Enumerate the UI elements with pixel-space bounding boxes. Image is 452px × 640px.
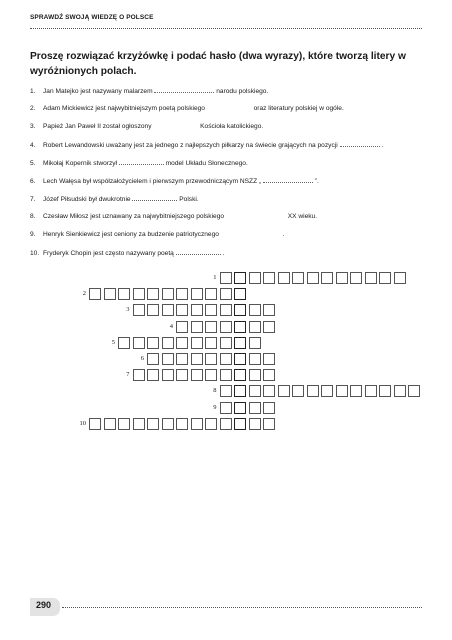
crossword-cell[interactable] [263,385,275,397]
crossword-cell[interactable] [133,288,145,300]
crossword-cell[interactable] [133,304,145,316]
crossword-cell[interactable] [350,385,362,397]
crossword-cell[interactable] [249,304,261,316]
crossword-cell[interactable] [292,385,304,397]
crossword-cell[interactable] [408,385,420,397]
crossword-cell[interactable] [176,304,188,316]
crossword-cell[interactable] [162,288,174,300]
crossword-cell[interactable] [321,272,333,284]
crossword-cell[interactable] [147,418,159,430]
crossword-cell[interactable] [176,288,188,300]
question-text-end: . [379,142,384,149]
footer-divider [62,607,422,608]
question-number: 5. [30,160,36,167]
crossword-row-number: 8 [213,387,217,395]
crossword-cell[interactable] [147,337,159,349]
question-number: 8. [30,213,36,220]
crossword-cell[interactable] [220,353,232,365]
crossword-cell[interactable] [176,369,188,381]
question-text: Lech Wałęsa był współzałożycielem i pierwszym przewodniczącym NSZZ „ [43,178,263,185]
crossword-cell[interactable] [191,337,203,349]
crossword-cell[interactable] [176,321,188,333]
crossword-cell[interactable] [89,418,101,430]
crossword-cell[interactable] [220,272,232,284]
crossword-cell[interactable] [205,353,217,365]
crossword-cell[interactable] [162,304,174,316]
crossword-highlighted-cell[interactable] [234,288,246,300]
crossword-row-number: 3 [126,306,130,314]
crossword-cell[interactable] [220,288,232,300]
crossword-row-number: 4 [169,322,173,330]
crossword-cell[interactable] [249,418,261,430]
task-instruction: Proszę rozwiązać krzyżówkę i podać hasło (dwa wyrazy), które tworzą litery w wyróżnionych polach. [30,51,406,77]
crossword-cell[interactable] [263,369,275,381]
crossword-cell[interactable] [147,288,159,300]
question-text: Jan Matejko jest nazywany malarzem [43,88,155,95]
crossword-cell[interactable] [249,321,261,333]
crossword-row-number: 10 [79,419,86,427]
crossword-cell[interactable] [191,304,203,316]
question-text: Mikołaj Kopernik stworzył [43,160,119,167]
crossword-cell[interactable] [133,337,145,349]
crossword-cell[interactable] [336,385,348,397]
crossword-cell[interactable] [263,402,275,414]
crossword-cell[interactable] [133,369,145,381]
crossword-cell[interactable] [249,385,261,397]
question-text: Czesław Miłosz jest uznawany za najwybitniejszego polskiego [43,213,226,220]
crossword-cell[interactable] [118,418,130,430]
crossword-cell[interactable] [176,418,188,430]
crossword-cell[interactable] [220,304,232,316]
crossword-cell[interactable] [205,337,217,349]
question-text: Robert Lewandowski uważany jest za jednego z najlepszych piłkarzy na świecie grających na pozycji [43,142,340,149]
crossword-row-number: 9 [213,403,217,411]
crossword-highlighted-cell[interactable] [234,353,246,365]
question-text-end: narodu polskiego. [214,88,269,95]
crossword-cell[interactable] [263,353,275,365]
question-number: 7. [30,196,36,203]
crossword-cell[interactable] [191,418,203,430]
crossword-cell[interactable] [104,418,116,430]
crossword-cell[interactable] [220,337,232,349]
section-header: SPRAWDŹ SWOJĄ WIEDZĘ O POLSCE [30,14,154,21]
crossword-cell[interactable] [249,402,261,414]
crossword-cell[interactable] [249,337,261,349]
crossword-cell[interactable] [162,353,174,365]
crossword-cell[interactable] [249,272,261,284]
crossword-highlighted-cell[interactable] [234,385,246,397]
crossword-row-number: 6 [140,355,144,362]
crossword-highlighted-cell[interactable] [234,418,246,430]
crossword-highlighted-cell[interactable] [234,321,246,333]
crossword-cell[interactable] [220,402,232,414]
crossword-cell[interactable] [191,321,203,333]
question-text-end: oraz literatury polskiej w ogóle. [251,105,344,112]
crossword-cell[interactable] [307,385,319,397]
question-number: 10. [30,250,40,257]
crossword-cell[interactable] [205,288,217,300]
crossword-cell[interactable] [205,418,217,430]
crossword-cell[interactable] [394,385,406,397]
question-number: 2. [30,105,36,112]
crossword-cell[interactable] [249,353,261,365]
crossword-cell[interactable] [147,369,159,381]
crossword-row-number: 2 [82,290,86,298]
crossword-cell[interactable] [162,418,174,430]
crossword-cell[interactable] [336,272,348,284]
question-text: Adam Mickiewicz jest najwybitniejszym poetą polskiego [43,105,207,112]
crossword-cell[interactable] [133,418,145,430]
crossword-cell[interactable] [220,369,232,381]
crossword-cell[interactable] [278,272,290,284]
crossword-row-number: 1 [213,274,217,281]
question-text-end: model Układu Słonecznego. [163,160,248,167]
crossword-highlighted-cell[interactable] [234,272,246,284]
question-text: Józef Piłsudski był dwukrotnie [43,196,133,203]
crossword-cell[interactable] [321,385,333,397]
page-number: 290 [36,600,52,610]
crossword-cell[interactable] [118,288,130,300]
crossword-cell[interactable] [292,272,304,284]
question-number: 6. [30,178,36,185]
crossword-cell[interactable] [176,337,188,349]
crossword-cell[interactable] [205,321,217,333]
crossword-cell[interactable] [263,304,275,316]
crossword-cell[interactable] [176,353,188,365]
crossword-cell[interactable] [104,288,116,300]
crossword-cell[interactable] [278,385,290,397]
crossword-cell[interactable] [205,304,217,316]
crossword-row-number: 7 [126,371,130,379]
question-text-end: Polski. [177,196,199,203]
crossword-cell[interactable] [379,385,391,397]
crossword-cell[interactable] [263,272,275,284]
crossword-highlighted-cell[interactable] [234,402,246,414]
crossword-cell[interactable] [220,385,232,397]
crossword-cell[interactable] [147,304,159,316]
question-text: Papież Jan Paweł II został ogłoszony [43,123,154,130]
crossword-cell[interactable] [220,418,232,430]
crossword-cell[interactable] [263,321,275,333]
crossword-cell[interactable] [205,369,217,381]
question-number: 4. [30,142,36,149]
crossword-cell[interactable] [191,353,203,365]
crossword-row-number: 5 [111,338,115,346]
crossword-cell[interactable] [350,272,362,284]
crossword-cell[interactable] [147,353,159,365]
crossword-cell[interactable] [365,272,377,284]
crossword-cell[interactable] [307,272,319,284]
question-text-end: . [280,231,285,238]
crossword-highlighted-cell[interactable] [234,337,246,349]
crossword-cell[interactable] [118,337,130,349]
crossword-cell[interactable] [191,288,203,300]
question-text-end: . [220,250,225,257]
crossword-cell[interactable] [394,272,406,284]
question-number: 3. [30,123,36,130]
question-text-end: ”. [312,178,319,185]
crossword-cell[interactable] [89,288,101,300]
crossword-cell[interactable] [220,321,232,333]
crossword-cell[interactable] [365,385,377,397]
question-text: Henryk Sienkiewicz jest ceniony za budzenie patriotycznego [43,231,221,238]
crossword-highlighted-cell[interactable] [234,369,246,381]
crossword-cell[interactable] [379,272,391,284]
crossword-cell[interactable] [162,337,174,349]
crossword-cell[interactable] [249,369,261,381]
crossword-highlighted-cell[interactable] [234,304,246,316]
question-number: 1. [30,88,36,95]
question-text-end: XX wieku. [285,213,318,220]
crossword-cell[interactable] [191,369,203,381]
crossword-cell[interactable] [162,369,174,381]
question-number: 9. [30,231,36,238]
question-text-end: Kościoła katolickiego. [198,123,264,130]
crossword-cell[interactable] [263,418,275,430]
question-text: Fryderyk Chopin jest często nazywany poetą [43,250,176,257]
